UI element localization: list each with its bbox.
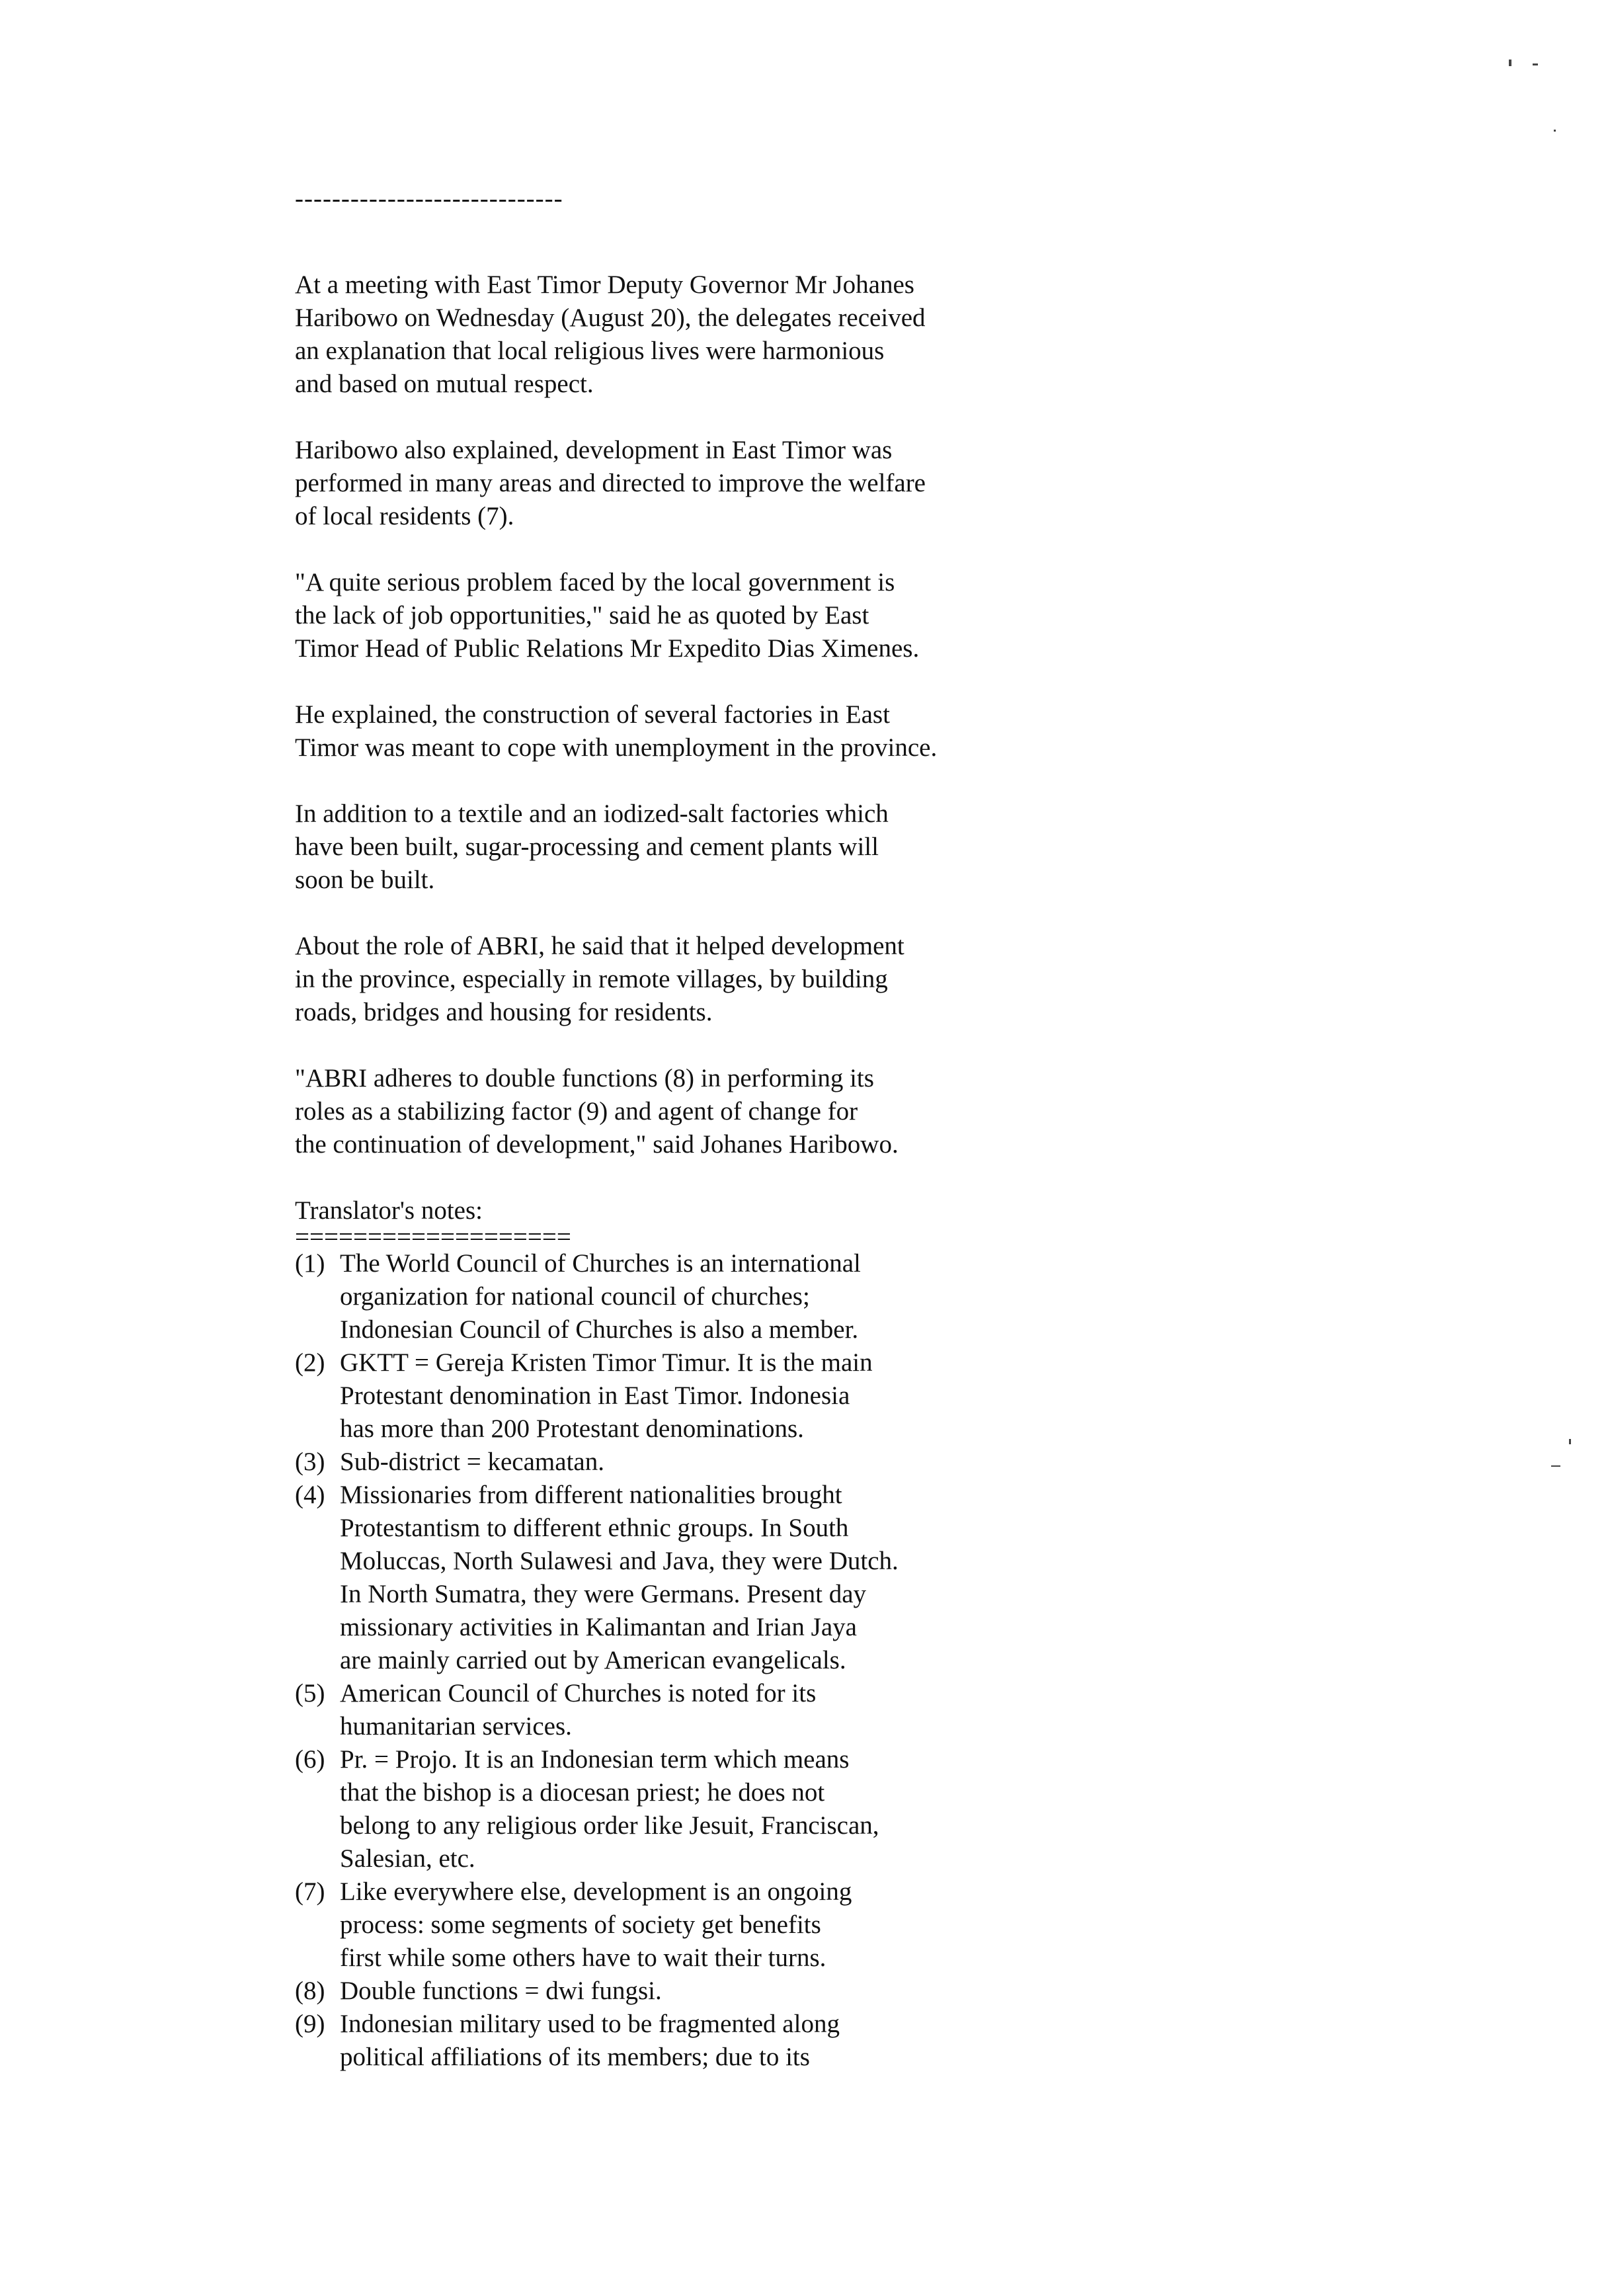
note-text: Sub-district = kecamatan. bbox=[340, 1448, 604, 1476]
paragraph-factories: He explained, the construction of several factories in East Timor was meant to cope with unemployment in the province. bbox=[295, 700, 938, 762]
note-number: (1) bbox=[295, 1249, 325, 1278]
paragraph-double-functions: "ABRI adheres to double functions (8) in performing its roles as a stabilizing factor (9) and agent of change for the continuation of development," said Johanes Haribowo. bbox=[295, 1064, 899, 1159]
note-item bbox=[295, 1975, 1353, 2008]
note-number: (6) bbox=[295, 1745, 325, 1774]
scan-speck bbox=[1551, 1465, 1560, 1467]
note-number: (7) bbox=[295, 1877, 325, 1906]
note-item bbox=[295, 2008, 1353, 2074]
note-text: GKTT = Gereja Kristen Timor Timur. It is the main Protestant denomination in East Timor. Indonesia has more than 200 Protestant denominations. bbox=[340, 1348, 873, 1443]
top-dashed-rule: ----------------------------- bbox=[295, 184, 563, 213]
note-number: (8) bbox=[295, 1977, 325, 2005]
note-text: American Council of Churches is noted for its humanitarian services. bbox=[340, 1679, 817, 1741]
note-item bbox=[295, 1875, 1353, 1975]
note-text: Pr. = Projo. It is an Indonesian term which means that the bishop is a diocesan priest; he does not belong to any religious order like Jesuit, Franciscan, Salesian, etc. bbox=[340, 1745, 879, 1873]
paragraph-job-problem: "A quite serious problem faced by the local government is the lack of job opportunities," said he as quoted by East Timor Head of Public Relations Mr Expedito Dias Ximenes. bbox=[295, 568, 920, 663]
note-item bbox=[295, 1479, 1353, 1677]
note-number: (5) bbox=[295, 1679, 325, 1707]
note-text: Double functions = dwi fungsi. bbox=[340, 1977, 662, 2005]
note-item bbox=[295, 1677, 1353, 1743]
note-number: (2) bbox=[295, 1348, 325, 1377]
note-text: Indonesian military used to be fragmented along political affiliations of its members; due to its bbox=[340, 2010, 840, 2071]
scan-speck bbox=[1509, 60, 1511, 66]
note-item bbox=[295, 1446, 1353, 1479]
translator-notes-list bbox=[295, 1247, 1353, 2074]
note-number: (4) bbox=[295, 1481, 325, 1509]
translator-notes-heading: Translator's notes: bbox=[295, 1196, 483, 1225]
note-number: (9) bbox=[295, 2010, 325, 2038]
scan-speck bbox=[1533, 63, 1538, 65]
scan-speck bbox=[1569, 1439, 1571, 1444]
note-number: (3) bbox=[295, 1448, 325, 1476]
document-body bbox=[295, 183, 1353, 2074]
note-text: The World Council of Churches is an international organization for national council of churches; Indonesian Council of Churches is also a member. bbox=[340, 1249, 861, 1344]
note-text: Missionaries from different nationalities brought Protestantism to different ethnic groups. In South Moluccas, North Sulawesi and Java, they were Dutch. In North Sumatra, they were Germans. Present day missionary activities in Kalimantan and Irian Jaya are mainly carried out by American evangelicals. bbox=[340, 1481, 899, 1674]
translator-notes-rule: =================== bbox=[295, 1223, 571, 1251]
note-item bbox=[295, 1346, 1353, 1446]
paragraph-abri-role: About the role of ABRI, he said that it helped development in the province, especially in remote villages, by building roads, bridges and housing for residents. bbox=[295, 932, 904, 1026]
note-text: Like everywhere else, development is an ongoing process: some segments of society get benefits first while some others have to wait their turns. bbox=[340, 1877, 852, 1972]
paragraph-development: Haribowo also explained, development in East Timor was performed in many areas and directed to improve the welfare of local residents (7). bbox=[295, 436, 926, 530]
note-item bbox=[295, 1743, 1353, 1875]
note-item bbox=[295, 1247, 1353, 1346]
paragraph-meeting: At a meeting with East Timor Deputy Governor Mr Johanes Haribowo on Wednesday (August 20), the delegates received an explanation that local religious lives were harmonious and based on mutual respect. bbox=[295, 270, 926, 398]
scan-speck bbox=[1554, 130, 1556, 132]
paragraph-plants: In addition to a textile and an iodized-salt factories which have been built, sugar-processing and cement plants will soon be built. bbox=[295, 800, 889, 894]
